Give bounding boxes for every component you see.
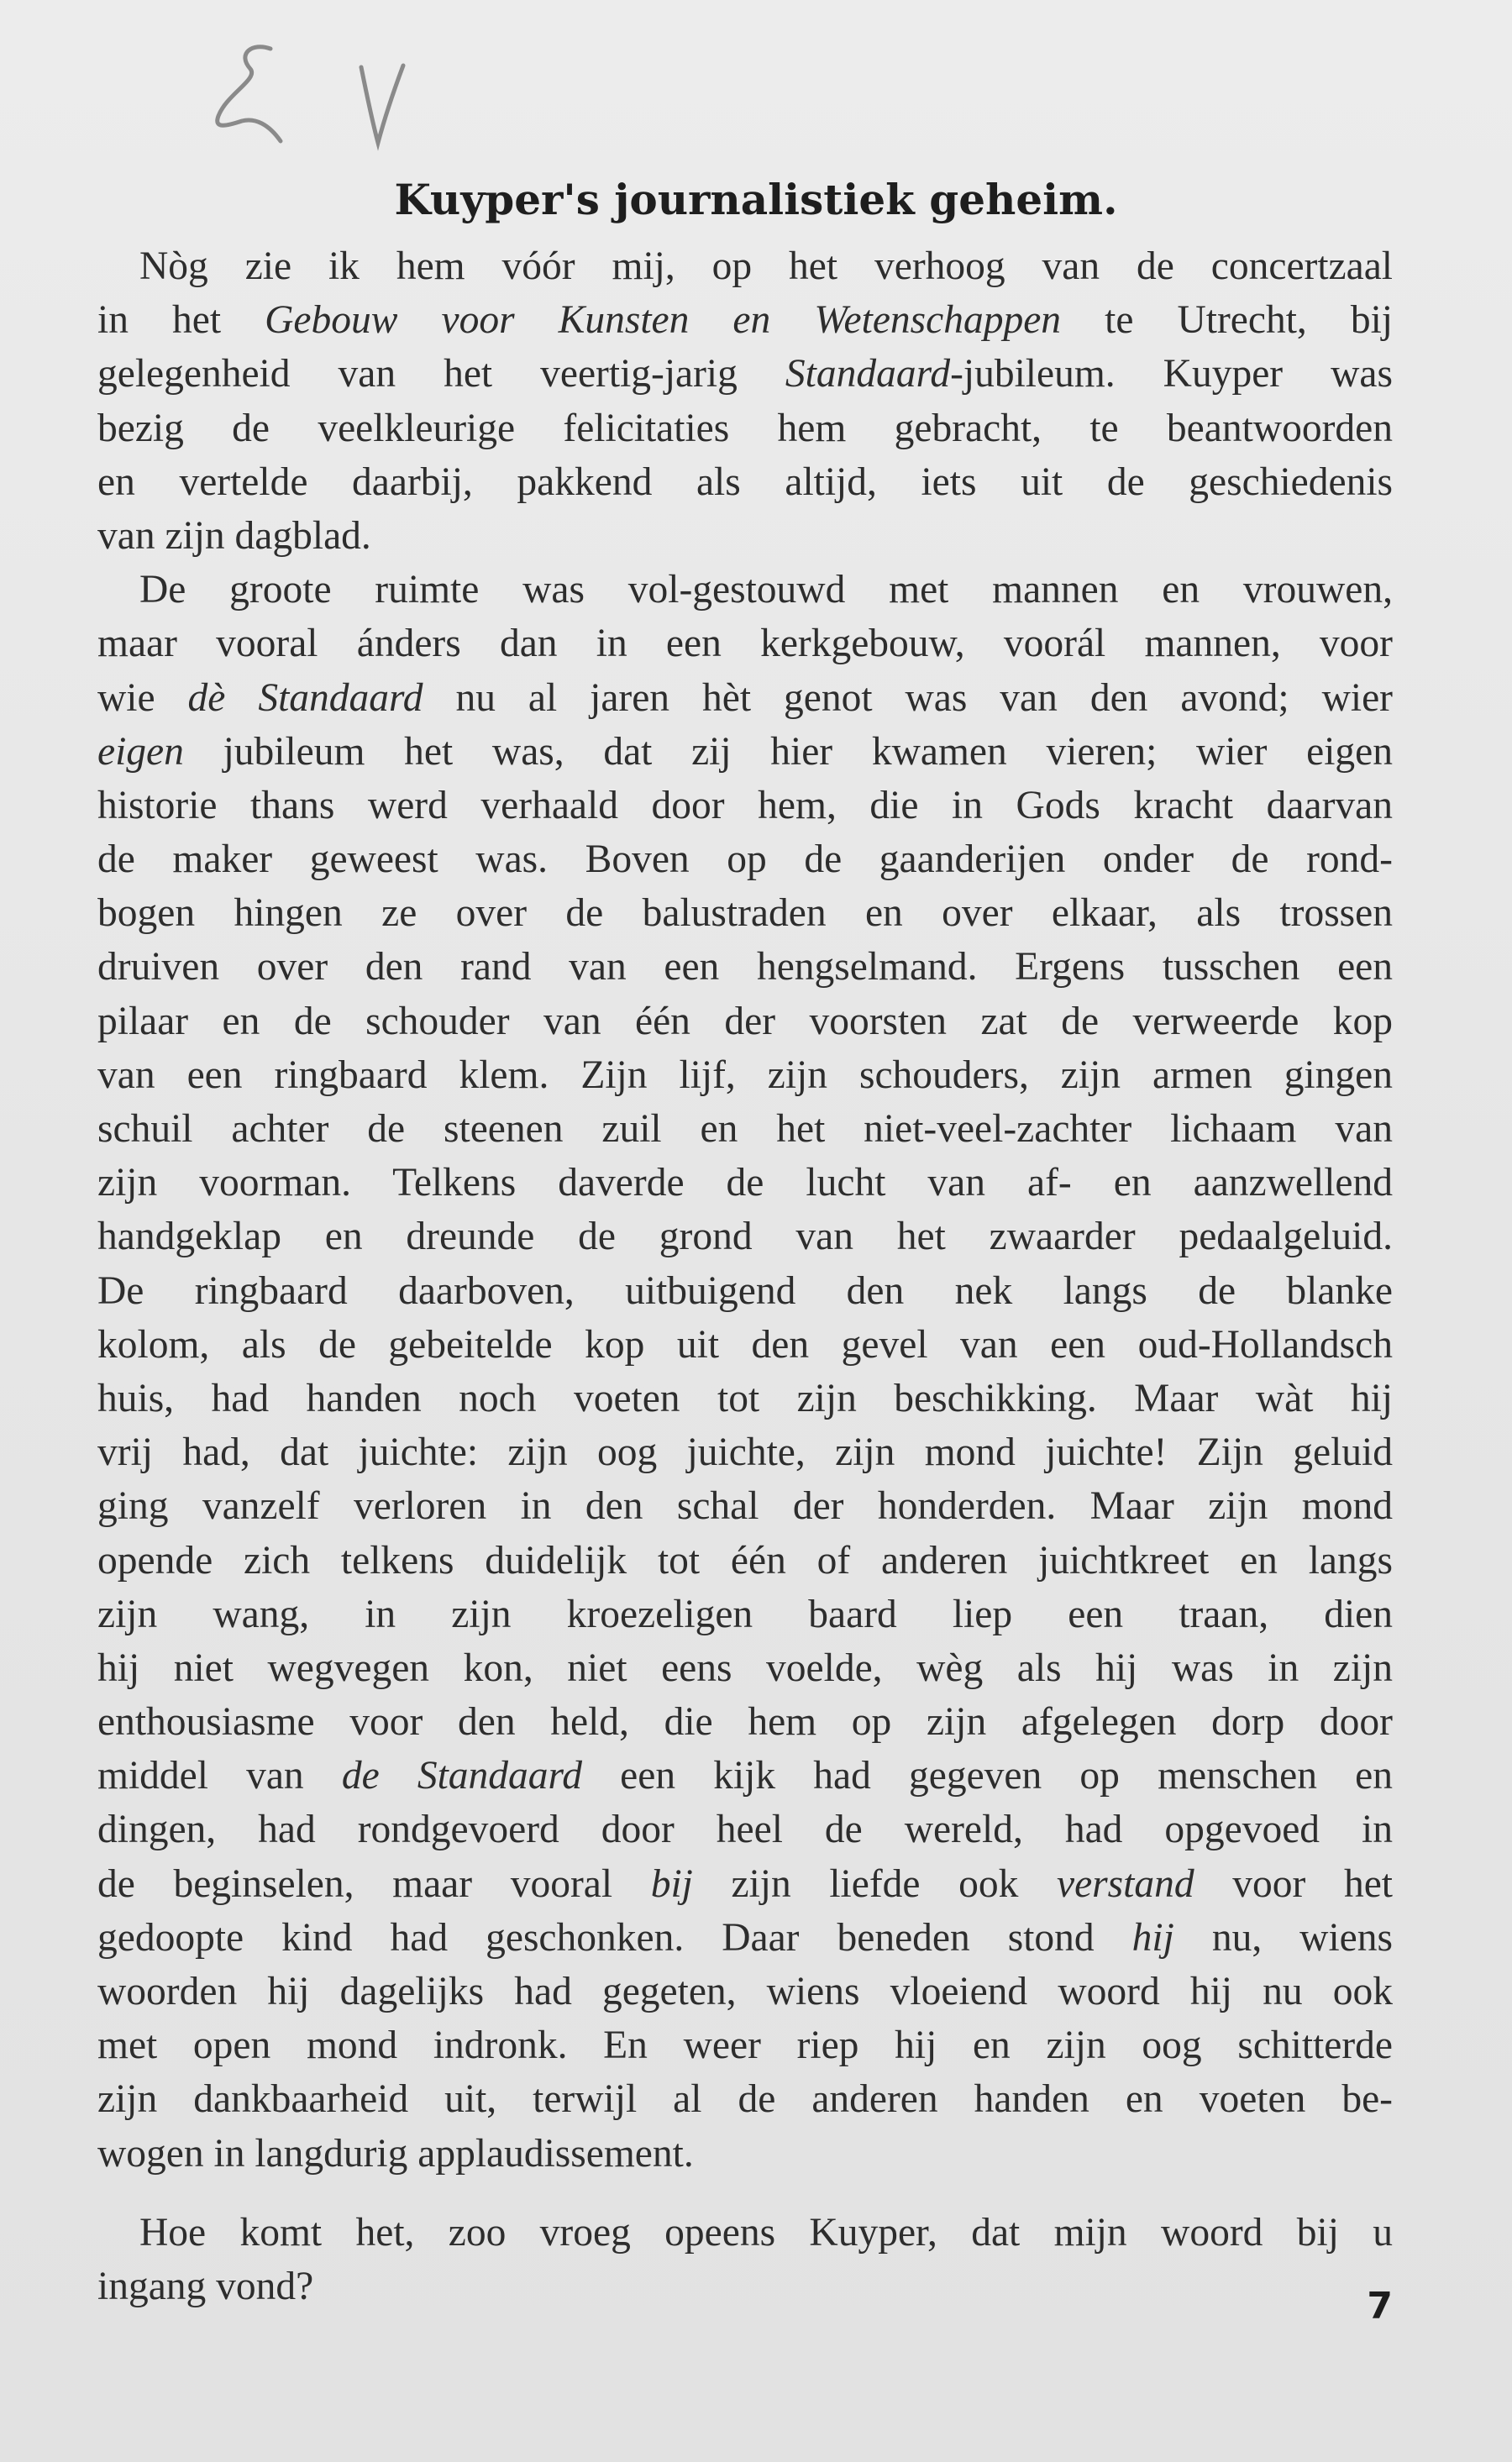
text-segment: dingen, had rondgevoerd door heel de wereld, had opgevoed in xyxy=(97,1808,1393,1852)
text-segment: zijn dankbaarheid uit, terwijl al de anderen handen en voeten be- xyxy=(97,2077,1393,2122)
text-segment: kolom, als de gebeitelde kop uit den gevel van een oud-Hollandsch xyxy=(97,1322,1393,1367)
text-segment: vrij had, dat juichte: zijn oog juichte, zijn mond juichte! Zijn geluid xyxy=(97,1430,1393,1475)
text-segment: bogen hingen ze over de balustraden en over elkaar, als trossen xyxy=(97,891,1393,936)
text-line xyxy=(97,617,1393,670)
text-segment: met open mond indronk. En weer riep hij en zijn oog schitterde xyxy=(97,2024,1393,2068)
text-segment: schuil achter de steenen zuil en het niet-veel-zachter lichaam van xyxy=(97,1107,1393,1151)
italic-text: Gebouw voor Kunsten en Wetenschappen xyxy=(265,298,1062,343)
text-segment: te Utrecht, bij xyxy=(1061,298,1393,343)
text-segment: De ringbaard daarboven, uitbuigend den nek langs de blanke xyxy=(97,1268,1393,1313)
text-line xyxy=(97,671,1393,725)
text-line xyxy=(97,2018,1393,2072)
text-segment: ingang vond? xyxy=(97,2264,314,2308)
text-line xyxy=(97,1803,1393,1856)
text-line xyxy=(97,1911,1393,1965)
italic-text: dè Standaard xyxy=(187,675,423,720)
text-line xyxy=(97,1425,1393,1479)
text-line xyxy=(97,402,1393,455)
text-segment: een kijk had gegeven op menschen en xyxy=(582,1754,1393,1798)
text-segment: huis, had handen noch voeten tot zijn beschikking. Maar wàt hij xyxy=(97,1376,1393,1420)
text-line xyxy=(97,2072,1393,2126)
text-segment: de beginselen, maar vooral xyxy=(97,1861,651,1906)
text-segment: nu al jaren hèt genot was van den avond; wier xyxy=(423,675,1393,720)
italic-text: bij xyxy=(650,1861,693,1906)
pencil-initials-drawing xyxy=(193,17,445,168)
italic-text: eigen xyxy=(97,729,184,774)
text-segment: druiven over den rand van een hengselmand. Ergens tusschen een xyxy=(97,945,1393,990)
text-line xyxy=(97,455,1393,509)
italic-text: de Standaard xyxy=(341,1754,582,1798)
text-line xyxy=(97,886,1393,940)
text-line xyxy=(97,1857,1393,1911)
text-segment: ging vanzelf verloren in den schal der honderden. Maar zijn mond xyxy=(97,1484,1393,1529)
text-segment: middel van xyxy=(97,1754,342,1798)
text-line xyxy=(97,1479,1393,1533)
text-line xyxy=(97,1588,1393,1641)
handwritten-initials xyxy=(193,17,445,168)
text-segment: Nòg zie ik hem vóór mij, op het verhoog van de concertzaal xyxy=(139,244,1393,288)
text-line xyxy=(97,2260,1393,2313)
text-line xyxy=(97,779,1393,832)
text-line xyxy=(97,1749,1393,1803)
text-segment: pilaar en de schouder van één der voorsten zat de verweerde kop xyxy=(97,999,1393,1043)
text-line xyxy=(97,1210,1393,1263)
text-line xyxy=(97,725,1393,779)
text-line xyxy=(97,995,1393,1048)
text-line xyxy=(97,509,1393,563)
text-line xyxy=(97,1156,1393,1210)
text-segment: hij niet wegvegen kon, niet eens voelde, wèg als hij was in zijn xyxy=(97,1646,1393,1690)
text-line xyxy=(97,1318,1393,1372)
text-segment: De groote ruimte was vol-gestouwd met mannen en vrouwen, xyxy=(139,568,1393,612)
text-segment: zijn liefde ook xyxy=(692,1861,1058,1906)
text-segment: van zijn dagblad. xyxy=(97,513,371,558)
text-segment: de maker geweest was. Boven op de gaanderijen onder de rond- xyxy=(97,837,1393,882)
text-line xyxy=(97,347,1393,401)
text-line xyxy=(97,1641,1393,1695)
text-segment: bezig de veelkleurige felicitaties hem gebracht, te beantwoorden xyxy=(97,406,1393,450)
italic-text: hij xyxy=(1131,1915,1174,1960)
text-line xyxy=(97,2206,1393,2260)
text-segment: van een ringbaard klem. Zijn lijf, zijn schouders, zijn armen gingen xyxy=(97,1053,1393,1097)
text-segment: jubileum het was, dat zij hier kwamen vieren; wier eigen xyxy=(183,729,1393,774)
text-segment: in het xyxy=(97,298,265,343)
text-line xyxy=(97,1965,1393,2018)
text-segment: maar vooral ánders dan in een kerkgebouw, voorál mannen, voor xyxy=(97,622,1393,666)
text-line xyxy=(97,832,1393,886)
text-segment: voor het xyxy=(1194,1861,1393,1906)
italic-text: Standaard xyxy=(785,352,951,396)
italic-text: verstand xyxy=(1057,1861,1194,1906)
text-segment: zijn wang, in zijn kroezeligen baard liep een traan, dien xyxy=(97,1592,1393,1636)
text-line xyxy=(97,1534,1393,1588)
text-segment: gedoopte kind had geschonken. Daar beneden stond xyxy=(97,1915,1132,1960)
text-segment: woorden hij dagelijks had gegeten, wiens vloeiend woord hij nu ook xyxy=(97,1970,1393,2013)
text-segment: wogen in langdurig applaudissement. xyxy=(97,2131,694,2176)
text-segment: wie xyxy=(97,675,188,720)
text-segment: Hoe komt het, zoo vroeg opeens Kuyper, dat mijn woord bij u xyxy=(139,2210,1393,2255)
text-line xyxy=(97,1372,1393,1425)
page-title: Kuyper's journalistiek geheim. xyxy=(394,175,1118,224)
text-segment: zijn voorman. Telkens daverde de lucht van af- en aanzwellend xyxy=(97,1161,1393,1205)
text-line xyxy=(97,563,1393,617)
text-segment: enthousiasme voor den held, die hem op zijn afgelegen dorp door xyxy=(97,1700,1393,1745)
text-line xyxy=(97,1048,1393,1102)
text-line xyxy=(97,940,1393,994)
text-line xyxy=(97,293,1393,347)
text-line xyxy=(97,1102,1393,1156)
text-segment: handgeklap en dreunde de grond van het zwaarder pedaalgeluid. xyxy=(97,1215,1393,1259)
text-line xyxy=(97,239,1393,293)
page-number: 7 xyxy=(1367,2285,1393,2328)
text-line xyxy=(97,1264,1393,1318)
text-line xyxy=(97,1695,1393,1749)
text-segment: -jubileum. Kuyper was xyxy=(950,352,1394,396)
text-segment: gelegenheid van het veertig-jarig xyxy=(97,352,785,396)
text-segment: opende zich telkens duidelijk tot één of anderen juichtkreet en langs xyxy=(97,1538,1393,1583)
text-line xyxy=(97,2127,1393,2181)
text-segment: en vertelde daarbij, pakkend als altijd, iets uit de geschiedenis xyxy=(97,459,1393,504)
text-segment: historie thans werd verhaald door hem, die in Gods kracht daarvan xyxy=(97,783,1393,827)
text-segment: nu, wiens xyxy=(1173,1915,1394,1960)
body-text xyxy=(97,239,1393,2313)
